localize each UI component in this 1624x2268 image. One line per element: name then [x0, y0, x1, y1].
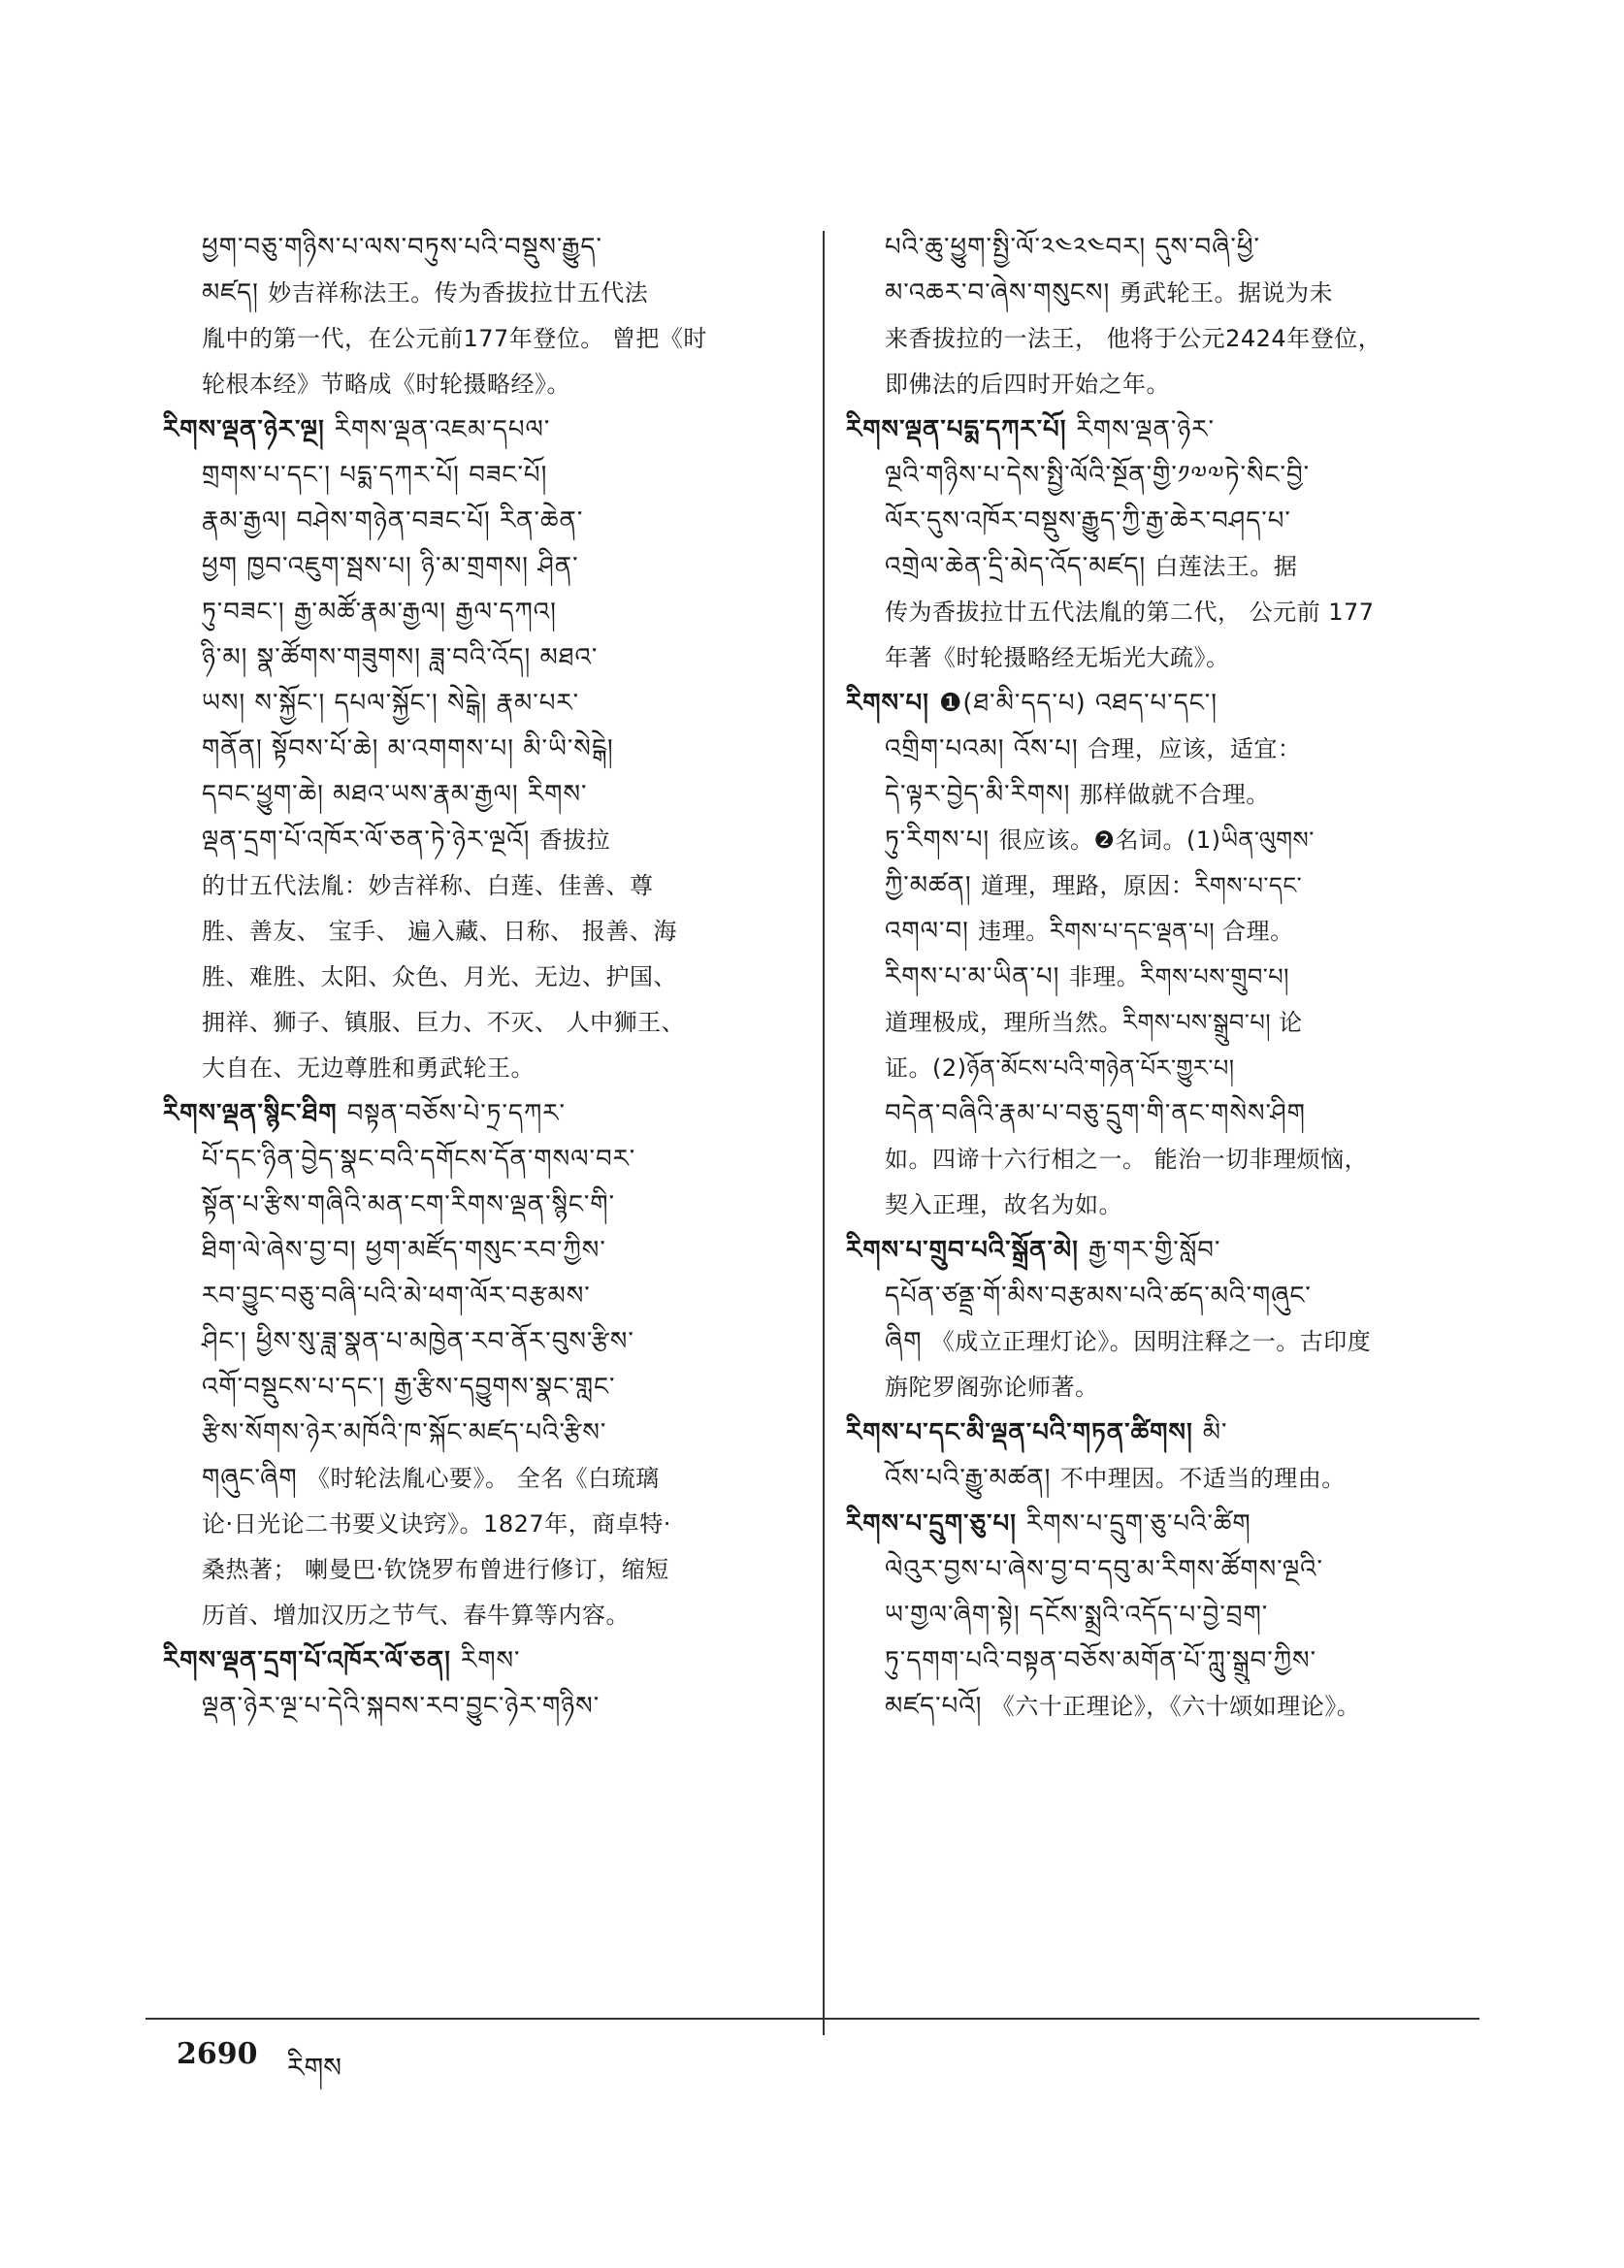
entry-line — [846, 1137, 1486, 1183]
entry-line — [163, 590, 794, 635]
tibetan-text: ཕྱག་བཅུ་གཉིས་པ་ལས་བཏུས་པའི་བསྡུས་རྒྱུད་ — [202, 233, 602, 262]
chinese-text: 《成立正理灯论》。因明注释之一。古印度 — [930, 1328, 1372, 1355]
entry-line — [163, 1228, 794, 1274]
chinese-text: 桑热著； 喇曼巴·钦饶罗布曾进行修订，缩短 — [202, 1556, 669, 1583]
entry-line — [846, 635, 1486, 681]
entry-line — [846, 1593, 1486, 1638]
tibetan-text: སྟོན་པ་རྩིས་གཞིའི་མན་ངག་རིགས་ལྡན་སྙིང་གི་ — [202, 1190, 616, 1219]
entry-line — [163, 499, 794, 544]
entry-line — [163, 1183, 794, 1228]
tibetan-text: ལོར་དུས་འཁོར་བསྡུས་རྒྱུད་ཀྱི་རྒྱ་ཆེར་བཤད་པ་ — [885, 506, 1291, 535]
tibetan-text: རྩིས་སོགས་ཉེར་མཁོའི་ཁ་སྐོང་མཛད་པའི་རྩིས་ — [202, 1418, 607, 1447]
tibetan-text: འོས་པའི་རྒྱུ་མཚན། — [885, 1464, 1060, 1493]
entry-line — [163, 407, 794, 453]
tibetan-text: བསྟན་བཅོས་པེ་ཏྲ་དཀར་ — [346, 1099, 566, 1128]
tibetan-text: ཐིག་ལེ་ཞེས་བྱ་བ། ཕྱག་མཛོད་གསུང་རབ་ཀྱིས་ — [202, 1236, 606, 1265]
entry-line — [846, 1502, 1486, 1547]
tibetan-text: ཏུ་བཟང་། རྒྱ་མཚོ་རྣམ་རྒྱལ། རྒྱལ་དཀའ། — [202, 598, 557, 627]
entry-line — [163, 362, 794, 407]
entry-line — [163, 1684, 794, 1730]
column-divider — [823, 231, 825, 2035]
tibetan-text: རིགས་པ་དྲུག་ཅུ་པའི་ཚིག — [1025, 1509, 1251, 1539]
entry-line — [163, 635, 794, 681]
footer-rule — [146, 2018, 1479, 2020]
tibetan-text: ལྔའི་གཉིས་པ་དེས་སྤྱི་ལོའི་སྔོན་གྱི་༡༧༧ཏེ་སིང་བྱི་ — [885, 461, 1311, 490]
tibetan-text: འགྲིག་པའམ། འོས་པ། — [885, 734, 1088, 763]
entry-line — [163, 271, 794, 316]
chinese-text: 胤中的第一代，在公元前177年登位。 曾把《时 — [202, 325, 707, 352]
dictionary-entry — [163, 407, 794, 1091]
tibetan-text: མ་འཆར་བ་ཞེས་གསུངས། — [885, 278, 1120, 308]
entry-line — [846, 499, 1486, 544]
entry-line — [846, 1000, 1486, 1046]
tibetan-text: ཉི་མ། སྣ་ཚོགས་གཟུགས། ཟླ་བའི་འོད། མཐའ་ — [202, 643, 599, 672]
entry-line — [163, 453, 794, 499]
entry-line — [163, 1046, 794, 1091]
chinese-text: 白莲法王。据 — [1154, 553, 1298, 580]
tibetan-text: ཤིང་། ཕྱིས་སུ་ཟླ་སྣན་པ་མཁྱེན་རབ་ནོར་བུས་རྩིས་ — [202, 1327, 634, 1356]
entry-line — [163, 818, 794, 863]
entry-line — [846, 1091, 1486, 1137]
tibetan-text: རབ་བྱུང་བཅུ་བཞི་པའི་མེ་ཕག་ལོར་བརྩམས་ — [202, 1281, 591, 1311]
dictionary-entry — [163, 1638, 794, 1730]
entry-line — [846, 362, 1486, 407]
tibetan-text: རིགས་ལྡན་འཇམ་དཔལ་ — [334, 415, 551, 444]
dictionary-entry — [846, 1228, 1486, 1410]
chinese-text: 勇武轮王。据说为未 — [1119, 279, 1333, 307]
tibetan-text: དེ་ལྟར་བྱེད་མི་རིགས། — [885, 780, 1080, 809]
tibetan-text: གཞུང་ཞིག — [202, 1464, 307, 1493]
chinese-text: 不中理因。不适当的理由。 — [1059, 1465, 1346, 1492]
entry-line — [163, 1593, 794, 1638]
tibetan-text: ལྡན་ཉེར་ལྔ་པ་དེའི་སྐབས་རབ་བྱུང་ཉེར་གཉིས་ — [202, 1692, 601, 1721]
entry-line — [846, 1046, 1486, 1091]
entry-line — [163, 1502, 794, 1547]
entry-line — [163, 544, 794, 590]
tibetan-text: མཛད། — [202, 278, 269, 308]
tibetan-text: ཀྱི་མཚན། — [885, 871, 981, 900]
entry-line — [846, 681, 1486, 727]
running-head: རིགས — [287, 2052, 342, 2084]
entry-line — [846, 727, 1486, 772]
entry-line — [846, 818, 1486, 863]
chinese-text: 胜、难胜、太阳、众色、月光、无边、护国、 — [202, 963, 677, 990]
entry-line — [846, 1684, 1486, 1730]
chinese-text: 非理。རིགས་པས་གྲུབ་པ། — [1068, 963, 1289, 990]
entry-line — [846, 316, 1486, 362]
chinese-text: 传为香拔拉廿五代法胤的第二代， 公元前 177 — [885, 599, 1375, 626]
dictionary-entry — [846, 1502, 1486, 1730]
right-column — [846, 225, 1486, 1730]
tibetan-text: པའི་ཆུ་ཕྱུག་སྤྱི་ལོ་༢༤༢༤བར། དུས་བཞི་ཕྱི་ — [885, 233, 1260, 262]
chinese-text: 道理，理路，原因：རིགས་པ་དང་ — [980, 872, 1303, 899]
chinese-text: 轮根本经》节略成《时轮摄略经》。 — [202, 371, 570, 398]
tibetan-text: གནོན། སྟོབས་པོ་ཆེ། མ་འགགས་པ། མི་ཡི་སེངྒེ། — [202, 734, 614, 763]
chinese-text: 历首、增加汉历之节气、春牛算等内容。 — [202, 1602, 630, 1629]
tibetan-text: པོ་དང་ཉིན་བྱེད་སྣང་བའི་དགོངས་དོན་གསལ་བར་ — [202, 1145, 636, 1174]
dictionary-entry — [846, 407, 1486, 681]
chinese-text: 很应该。❷名词。(1)ཡིན་ལུགས་ — [998, 826, 1315, 854]
tibetan-text: རྣམ་རྒྱལ། བཤེས་གཉེན་བཟང་པོ། རིན་ཆེན་ — [202, 506, 584, 535]
tibetan-text: ❶(ཐ་མི་དད་པ) འཐད་པ་དང་། — [939, 689, 1218, 718]
tibetan-text: ཡས། ས་སྐྱོང་། དཔལ་སྐྱོང་། སེངྒེ། རྣམ་པར་ — [202, 689, 580, 718]
entry-line — [846, 1274, 1486, 1319]
entry-line — [163, 1091, 794, 1137]
chinese-text: 证。(2)ཉོན་མོངས་པའི་གཉེན་པོར་གྱུར་པ། — [885, 1054, 1235, 1082]
entry-headword: རིགས་ལྡན་པདྨ་དཀར་པོ། — [846, 415, 1077, 444]
dictionary-entry — [163, 225, 794, 407]
entry-headword: རིགས་ལྡན་སྙིང་ཐིག — [163, 1099, 347, 1128]
entry-line — [163, 727, 794, 772]
tibetan-text: ཞིག — [885, 1327, 931, 1356]
tibetan-text: རིགས་ — [461, 1646, 521, 1675]
entry-line — [846, 1410, 1486, 1456]
tibetan-text: ཏུ་དགག་པའི་བསྟན་བཅོས་མགོན་པོ་ཀླུ་སྒྲུབ་ཀྱིས་ — [885, 1646, 1317, 1675]
chinese-text: 《时轮法胤心要》。 全名《白琉璃 — [306, 1465, 660, 1492]
entry-line — [163, 1547, 794, 1593]
entry-line — [846, 590, 1486, 635]
chinese-text: 道理极成，理所当然。རིགས་པས་སྒྲུབ་པ། 论 — [885, 1009, 1303, 1036]
entry-line — [846, 271, 1486, 316]
entry-line — [846, 909, 1486, 955]
entry-line — [163, 772, 794, 818]
chinese-text: 香拔拉 — [538, 826, 611, 854]
entry-headword: རིགས་པ། — [846, 689, 940, 718]
entry-line — [163, 863, 794, 909]
entry-headword: རིགས་པ་དང་མི་ལྡན་པའི་གཏན་ཚིགས། — [846, 1418, 1203, 1447]
entry-line — [163, 1638, 794, 1684]
entry-line — [163, 1137, 794, 1183]
chinese-text: 如。四谛十六行相之一。 能治一切非理烦恼， — [885, 1146, 1369, 1173]
entry-line — [846, 1456, 1486, 1502]
tibetan-text: མི་ — [1202, 1418, 1228, 1447]
entry-headword: རིགས་ལྡན་དྲག་པོ་འཁོར་ལོ་ཅན། — [163, 1646, 461, 1675]
chinese-text: 胜、善友、 宝手、 遍入藏、日称、 报善、海 — [202, 918, 677, 945]
chinese-text: 拥祥、狮子、镇服、巨力、不灭、 人中狮王、 — [202, 1009, 686, 1036]
chinese-text: 合理，应该，适宜： — [1087, 735, 1302, 762]
entry-line — [846, 1547, 1486, 1593]
entry-line — [846, 1638, 1486, 1684]
dictionary-entry — [163, 1091, 794, 1638]
tibetan-text: ཏུ་རིགས་པ། — [885, 826, 999, 855]
tibetan-text: རིགས་པ་མ་ཡིན་པ། — [885, 962, 1069, 991]
chinese-text: 旃陀罗阁弥论师著。 — [885, 1374, 1099, 1401]
tibetan-text: གྲགས་པ་དང་། པདྨ་དཀར་པོ། བཟང་པོ། — [202, 461, 548, 490]
tibetan-text: འགལ་བ། — [885, 917, 979, 946]
entry-line — [846, 544, 1486, 590]
tibetan-text: རྒྱ་གར་གྱི་སློབ་ — [1088, 1236, 1221, 1265]
tibetan-text: ཡ་གྱལ་ཞིག་སྟེ། དངོས་སྨྲའི་འདོད་པ་བྱེ་བྲག་ — [885, 1601, 1269, 1630]
entry-line — [163, 1410, 794, 1456]
entry-line — [846, 1319, 1486, 1365]
entry-line — [846, 407, 1486, 453]
dictionary-entry — [846, 681, 1486, 1228]
chinese-text: 那样做就不合理。 — [1079, 781, 1270, 808]
tibetan-text: བདེན་བཞིའི་རྣམ་པ་བཅུ་དྲུག་གི་ནང་གསེས་ཤིག — [885, 1099, 1306, 1128]
entry-line — [163, 681, 794, 727]
tibetan-text: དཔོན་ཙནྡྲ་གོ་མིས་བརྩམས་པའི་ཚད་མའི་གཞུང་ — [885, 1281, 1312, 1311]
entry-line — [163, 1000, 794, 1046]
left-column — [163, 225, 794, 1730]
entry-line — [846, 1228, 1486, 1274]
tibetan-text: ཕྱག ཁྱབ་འཇུག་སྦས་པ། ཉི་མ་གྲགས། ཤིན་ — [202, 552, 579, 581]
chinese-text: 即佛法的后四时开始之年。 — [885, 371, 1170, 398]
dictionary-entry — [846, 225, 1486, 407]
tibetan-text: དབང་ཕྱུག་ཆེ། མཐའ་ཡས་རྣམ་རྒྱལ། རིགས་ — [202, 780, 588, 809]
entry-headword: རིགས་པ་གྲུབ་པའི་སྒྲོན་མེ། — [846, 1236, 1089, 1265]
entry-line — [163, 1365, 794, 1410]
tibetan-text: འགྲེལ་ཆེན་དྲི་མེད་འོད་མཛད། — [885, 552, 1155, 581]
chinese-text: 年著《时轮摄略经无垢光大疏》。 — [885, 644, 1230, 671]
chinese-text: 论·日光论二书要义诀窍》。1827年，商卓特· — [202, 1510, 671, 1538]
entry-line — [846, 863, 1486, 909]
entry-line — [846, 955, 1486, 1000]
entry-line — [163, 909, 794, 955]
entry-line — [846, 453, 1486, 499]
tibetan-text: མཛད་པའོ། — [885, 1692, 991, 1721]
entry-line — [163, 1274, 794, 1319]
chinese-text: 契入正理，故名为如。 — [885, 1191, 1122, 1218]
entry-line — [163, 316, 794, 362]
page-number: 2690 — [177, 2037, 258, 2071]
entry-line — [163, 1456, 794, 1502]
entry-line — [163, 1319, 794, 1365]
entry-line — [163, 955, 794, 1000]
tibetan-text: འགོ་བསྡུངས་པ་དང་། རྒྱ་རྩིས་དབྱུགས་སྣང་གླང་ — [202, 1373, 616, 1402]
entry-headword: རིགས་པ་དྲུག་ཅུ་པ། — [846, 1509, 1026, 1539]
tibetan-text: རིགས་ལྡན་ཉེར་ — [1076, 415, 1215, 444]
chinese-text: 的廿五代法胤：妙吉祥称、白莲、佳善、尊 — [202, 872, 654, 899]
entry-headword: རིགས་ལྡན་ཉེར་ལྔ། — [163, 415, 335, 444]
entry-line — [846, 225, 1486, 271]
entry-line — [846, 1183, 1486, 1228]
tibetan-text: ལྡན་དྲག་པོ་འཁོར་ལོ་ཅན་ཏེ་ཉེར་ལྔའོ། — [202, 826, 539, 855]
entry-line — [846, 1365, 1486, 1410]
chinese-text: 《六十正理论》，《六十颂如理论》。 — [991, 1693, 1361, 1720]
chinese-text: 来香拔拉的一法王， 他将于公元2424年登位， — [885, 325, 1382, 352]
dictionary-entry — [846, 1410, 1486, 1502]
chinese-text: 妙吉祥称法王。传为香拔拉廿五代法 — [268, 279, 649, 307]
entry-line — [846, 772, 1486, 818]
chinese-text: 大自在、无边尊胜和勇武轮王。 — [202, 1054, 535, 1082]
tibetan-text: ལེའུར་བྱས་པ་ཞེས་བྱ་བ་དབུ་མ་རིགས་ཚོགས་ལྔའི་ — [885, 1555, 1324, 1584]
entry-line — [163, 225, 794, 271]
chinese-text: 违理。རིགས་པ་དང་ལྡན་པ། 合理。 — [978, 918, 1294, 945]
